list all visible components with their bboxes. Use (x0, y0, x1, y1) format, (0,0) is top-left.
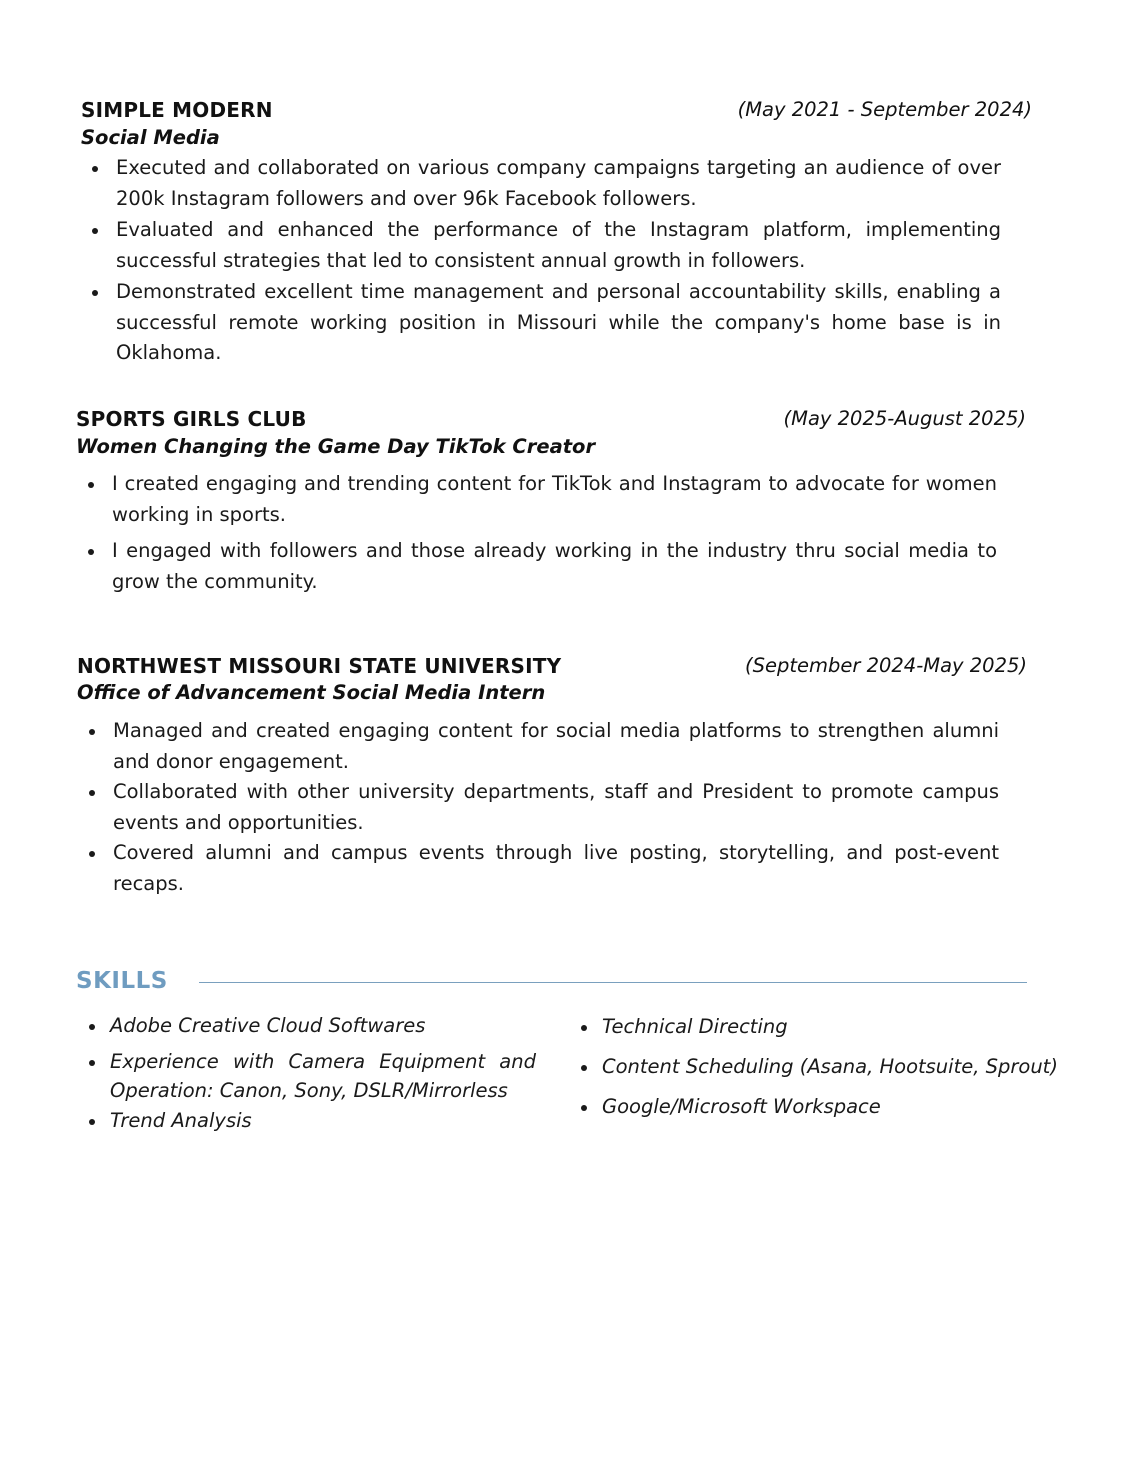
skills-list-right (602, 1012, 1082, 1122)
skill-item: Technical Directing (602, 1012, 1082, 1042)
skill-item: Trend Analysis (110, 1106, 536, 1136)
job-dates: (May 2025-August 2025) (783, 407, 1026, 430)
job-company: NORTHWEST MISSOURI STATE UNIVERSITY (77, 654, 562, 678)
job-bullets (113, 716, 999, 899)
job-bullet: Covered alumni and campus events through live posting, storytelling, and post-event recaps. (113, 838, 999, 899)
job-company: SIMPLE MODERN (81, 98, 273, 122)
skill-item: Content Scheduling (Asana, Hootsuite, Sprout) (602, 1052, 1082, 1082)
job-role: Social Media (81, 126, 220, 149)
job-bullet: Collaborated with other university departments, staff and President to promote campus events and opportunities. (113, 777, 999, 838)
skills-list-left (110, 1011, 536, 1135)
job-dates: (May 2021 - September 2024) (737, 98, 1032, 121)
job-bullet: Evaluated and enhanced the performance of the Instagram platform, implementing successful strategies that led to consistent annual growth in followers. (116, 215, 1001, 276)
job-bullets (112, 469, 997, 597)
skill-item: Google/Microsoft Workspace (602, 1092, 1082, 1122)
job-bullet: I created engaging and trending content for TikTok and Instagram to advocate for women working in sports. (112, 469, 997, 530)
section-divider (199, 982, 1027, 983)
job-bullet: Demonstrated excellent time management and personal accountability skills, enabling a successful remote working position in Missouri while the company's home base is in Oklahoma. (116, 277, 1001, 369)
job-role: Women Changing the Game Day TikTok Creator (76, 435, 596, 458)
job-company: SPORTS GIRLS CLUB (76, 407, 307, 431)
skill-item: Adobe Creative Cloud Softwares (110, 1011, 536, 1041)
job-bullet: Executed and collaborated on various company campaigns targeting an audience of over 200k Instagram followers and over 96k Facebook followers. (116, 153, 1001, 214)
job-bullet: Managed and created engaging content for social media platforms to strengthen alumni and donor engagement. (113, 716, 999, 777)
job-dates: (September 2024-May 2025) (745, 654, 1027, 677)
job-bullets (116, 153, 1001, 369)
skills-heading: SKILLS (76, 968, 168, 994)
skill-item: Experience with Camera Equipment and Operation: Canon, Sony, DSLR/Mirrorless (110, 1047, 536, 1106)
job-bullet: I engaged with followers and those already working in the industry thru social media to grow the community. (112, 536, 997, 597)
job-role: Office of Advancement Social Media Intern (77, 681, 546, 704)
